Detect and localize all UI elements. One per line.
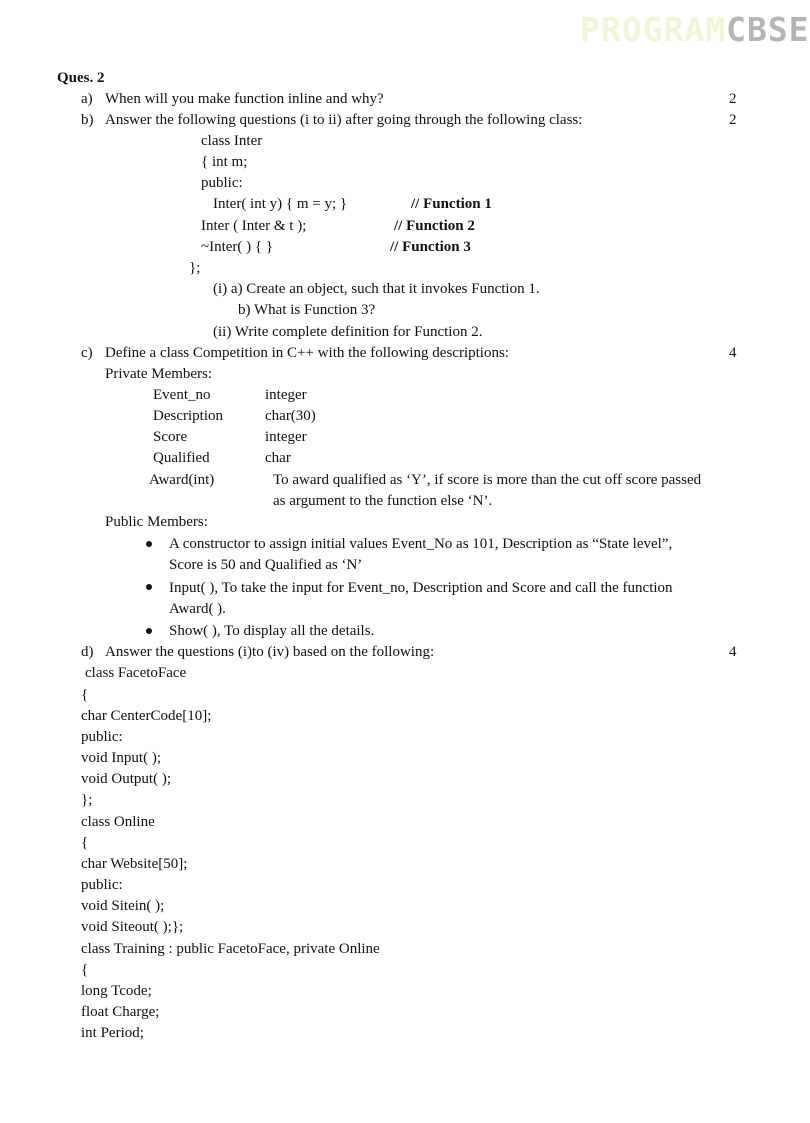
qb-code-comment: // Function 1 <box>411 196 492 212</box>
qd-code-line: { <box>81 835 89 851</box>
award-description: as argument to the function else ‘N’. <box>273 493 493 509</box>
member-type: integer <box>265 387 307 403</box>
qd-code-line: int Period; <box>81 1025 144 1041</box>
qb-code-comment: // Function 3 <box>390 239 471 255</box>
question-heading: Ques. 2 <box>57 70 105 86</box>
qd-code-line: void Input( ); <box>81 750 161 766</box>
qd-code-line: char CenterCode[10]; <box>81 708 212 724</box>
qd-code-line: void Sitein( ); <box>81 898 165 914</box>
bullet-text: Show( ), To display all the details. <box>169 623 375 639</box>
qd-code-line: void Output( ); <box>81 771 171 787</box>
qd-code-line: class FacetoFace <box>85 665 187 681</box>
qd-code-line: void Siteout( );}; <box>81 919 184 935</box>
qb-code-line: ~Inter( ) { } <box>201 239 274 255</box>
qb-text: Answer the following questions (i to ii) after going through the following class: <box>105 112 583 128</box>
watermark-part-2: CBSE <box>726 10 810 49</box>
member-name: Qualified <box>153 450 210 466</box>
qb-subquestion: b) What is Function 3? <box>238 302 376 318</box>
bullet-dot <box>146 628 152 634</box>
qd-marks: 4 <box>729 644 737 660</box>
bullet-text: Score is 50 and Qualified as ‘N’ <box>169 557 363 573</box>
bullet-text: Input( ), To take the input for Event_no, Description and Score and call the function <box>169 580 673 596</box>
bullet-dot <box>146 541 152 547</box>
bullet-dot <box>146 584 152 590</box>
member-type: char(30) <box>265 408 316 424</box>
qb-code-line: Inter( int y) { m = y; } <box>213 196 348 212</box>
award-description: To award qualified as ‘Y’, if score is more than the cut off score passed <box>273 472 702 488</box>
qb-code-line: { int m; <box>201 154 248 170</box>
qd-code-line: }; <box>81 792 93 808</box>
bullet-text: A constructor to assign initial values Event_No as 101, Description as “State level”, <box>169 536 673 552</box>
qd-code-line: float Charge; <box>81 1004 160 1020</box>
qb-code-comment: // Function 2 <box>394 218 475 234</box>
qb-subquestion: (i) a) Create an object, such that it invokes Function 1. <box>213 281 540 297</box>
qb-code-line: public: <box>201 175 243 191</box>
qd-code-line: class Online <box>81 814 155 830</box>
qd-code-line: public: <box>81 877 123 893</box>
member-name: Event_no <box>153 387 211 403</box>
award-function-name: Award(int) <box>149 472 215 488</box>
member-name: Description <box>153 408 223 424</box>
qc-marks: 4 <box>729 345 737 361</box>
qd-letter: d) <box>81 644 94 660</box>
qd-code-line: { <box>81 687 89 703</box>
qd-code-line: public: <box>81 729 123 745</box>
qd-code-line: { <box>81 962 89 978</box>
qb-letter: b) <box>81 112 94 128</box>
qd-code-line: long Tcode; <box>81 983 152 999</box>
qb-subquestion: (ii) Write complete definition for Function 2. <box>213 324 483 340</box>
qd-code-line: class Training : public FacetoFace, private Online <box>81 941 380 957</box>
member-name: Score <box>153 429 188 445</box>
qc-text: Define a class Competition in C++ with the following descriptions: <box>105 345 509 361</box>
qa-letter: a) <box>81 91 93 107</box>
qa-text: When will you make function inline and why? <box>105 91 384 107</box>
qd-text: Answer the questions (i)to (iv) based on the following: <box>105 644 435 660</box>
bullet-text: Award( ). <box>169 601 226 617</box>
qc-letter: c) <box>81 345 93 361</box>
member-type: char <box>265 450 291 466</box>
private-members-label: Private Members: <box>105 366 213 382</box>
member-type: integer <box>265 429 307 445</box>
watermark-part-1: PROGRAM <box>580 10 727 49</box>
qa-marks: 2 <box>729 91 737 107</box>
qb-code-line: class Inter <box>201 133 263 149</box>
qb-code-line: Inter ( Inter & t ); <box>201 218 307 234</box>
public-members-label: Public Members: <box>105 514 208 530</box>
qb-code-line: }; <box>189 260 201 276</box>
watermark-logo <box>580 10 810 49</box>
qd-code-line: char Website[50]; <box>81 856 188 872</box>
qb-marks: 2 <box>729 112 737 128</box>
